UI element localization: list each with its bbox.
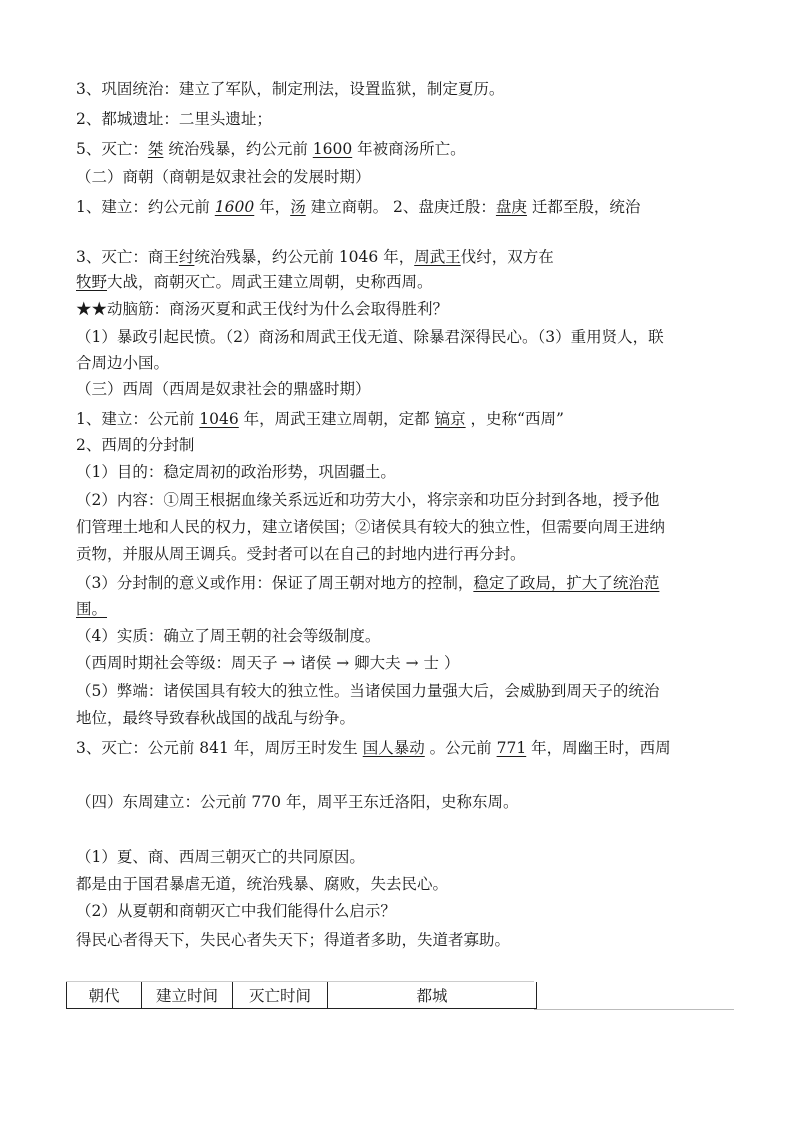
text-line: （3）分封制的意义或作用：保证了周王朝对地方的控制，稳定了政局，扩大了统治范 (76, 574, 660, 592)
fill-blank: 1046 (199, 410, 239, 428)
table-bottom-line (534, 1009, 734, 1010)
fill-blank: 围。 (76, 600, 108, 618)
fill-blank: 771 (496, 739, 527, 757)
text-line: （5）弊端：诸侯国具有较大的独立性。当诸侯国力量强大后，会威胁到周天子的统治 (76, 682, 660, 700)
text-line: （2）从夏朝和商朝灭亡中我们能得什么启示？ (76, 902, 396, 920)
text-line: 3、巩固统治：建立了军队，制定刑法，设置监狱，制定夏历。 (76, 80, 505, 98)
fill-blank: 桀 (147, 140, 164, 158)
fill-blank: 国人暴动 (362, 739, 425, 757)
text-line: 合周边小国。 (76, 354, 170, 372)
text-line: （1）目的：稳定周初的政治形势，巩固疆土。 (76, 463, 396, 481)
table-header-cell: 朝代 (67, 982, 142, 1009)
fill-blank: 盘庚 (495, 198, 527, 216)
fill-blank: 1600 (214, 198, 255, 216)
text-line: （西周时期社会等级：周天子 → 诸侯 → 卿大夫 → 士 ） (76, 654, 460, 672)
text-line: 2、西周的分封制 (76, 436, 195, 454)
section-heading: （四）东周建立：公元前 770 年，周平王东迁洛阳，史称东周。 (76, 793, 519, 811)
star-icon: ★★ (76, 300, 108, 318)
text-line: 3、灭亡：公元前 841 年，周厉王时发生 国人暴动 。公元前 771 年，周幽王时，西周 (76, 739, 671, 757)
text-line (76, 598, 107, 620)
text-line: ★★动脑筋：商汤灭夏和武王伐纣为什么会取得胜利？ (76, 300, 449, 318)
section-heading: （二）商朝（商朝是奴隶社会的发展时期） (76, 168, 371, 186)
text-line: 牧野大战，商朝灭亡。周武王建立周朝，史称西周。 (76, 273, 433, 291)
text-line: 地位，最终导致春秋战国的战乱与纷争。 (76, 709, 356, 727)
fill-blank: 1600 (312, 140, 353, 158)
text-line: （1）暴政引起民愤。（2）商汤和周武王伐无道、除暴君深得民心。（3）重用贤人，联 (76, 328, 664, 346)
fill-blank: 汤 (290, 198, 306, 216)
fill-blank: 牧野 (76, 273, 108, 291)
section-heading: （三）西周（西周是奴隶社会的鼎盛时期） (76, 380, 371, 398)
fill-blank: 纣 (178, 248, 195, 266)
fill-blank: 稳定了政局，扩大了统治范 (473, 574, 660, 592)
table-top-line (66, 981, 534, 982)
table-header-cell: 灭亡时间 (233, 982, 328, 1009)
text-line: 贡物，并服从周王调兵。受封者可以在自己的封地内进行再分封。 (76, 545, 526, 563)
text-line: 都是由于国君暴虐无道，统治残暴、腐败，失去民心。 (76, 875, 449, 893)
text-line: （1）夏、商、西周三朝灭亡的共同原因。 (76, 848, 365, 866)
dynasty-table (66, 982, 537, 1009)
text-line: 2、都城遗址：二里头遗址； (76, 110, 272, 128)
text-line: 3、灭亡：商王纣统治残暴，约公元前 1046 年，周武王伐纣，双方在 (76, 248, 554, 266)
text-line: 得民心者得天下，失民心者失天下；得道者多助，失道者寡助。 (76, 931, 511, 949)
text-line: 1、建立：公元前 1046 年，周武王建立周朝，定都 镐京 ，史称“西周” (76, 410, 564, 428)
text-line: （2）内容：①周王根据血缘关系远近和功劳大小，将宗亲和功臣分封到各地，授予他 (76, 491, 660, 509)
table-header-cell: 建立时间 (142, 982, 233, 1009)
text-line: 5、灭亡：桀 统治残暴，约公元前 1600 年被商汤所亡。 (76, 140, 466, 158)
text-line: 们管理土地和人民的权力，建立诸侯国；②诸侯具有较大的独立性，但需要向周王进纳 (76, 518, 666, 536)
fill-blank: 镐京 (434, 410, 466, 428)
table-header-cell: 都城 (328, 982, 537, 1009)
fill-blank: 周武王 (414, 248, 461, 266)
text-line: （4）实质：确立了周王朝的社会等级制度。 (76, 627, 381, 645)
text-line: 1、建立：约公元前 1600 年，汤 建立商朝。 2、盘庚迁殷：盘庚 迁都至殷，统治 (76, 198, 641, 216)
table-header-row (67, 982, 537, 1009)
